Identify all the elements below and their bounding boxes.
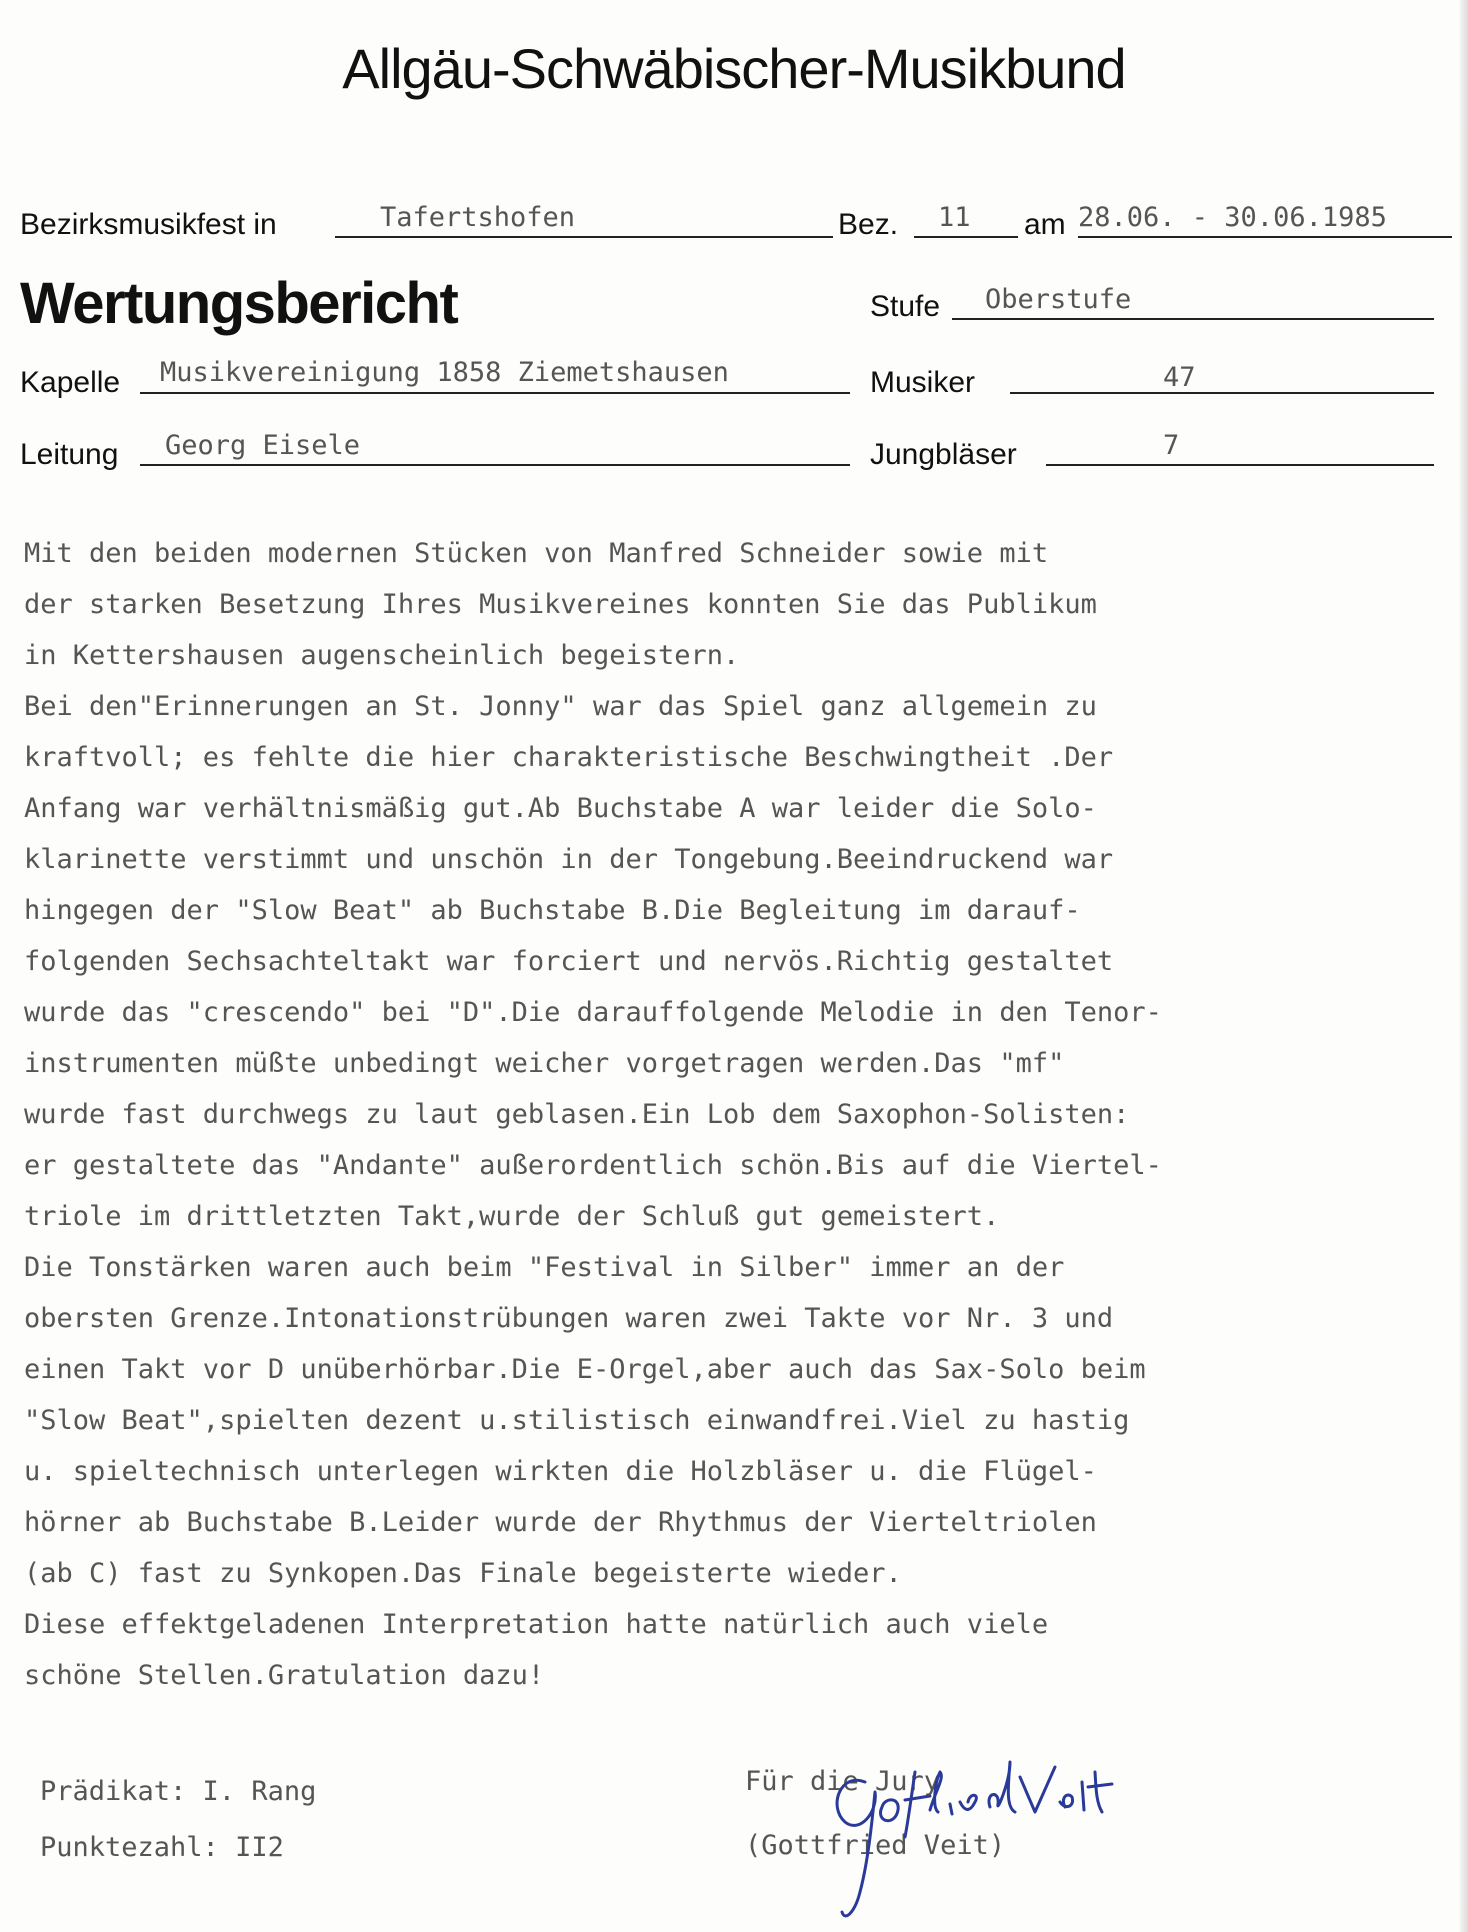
musicians-value: 47 [1163,362,1196,393]
band-value: Musikvereinigung 1858 Ziemetshausen [160,357,729,388]
date-label: am [1024,208,1066,241]
level-label: Stufe [870,290,941,323]
district-label: Bez. [838,208,899,241]
text-line: (ab C) fast zu Synkopen.Das Finale begeisterte wieder. [24,1558,902,1589]
text-line: Mit den beiden modernen Stücken von Manfred Schneider sowie mit [24,538,1049,569]
band-underline [140,392,850,394]
text-line: wurde fast durchwegs zu laut geblasen.Ein Lob dem Saxophon-Solisten: [24,1099,1130,1130]
district-value: 11 [938,202,971,233]
text-line: triole im drittletzten Takt,wurde der Schluß gut gemeistert. [24,1201,1000,1232]
organization-title: Allgäu-Schwäbischer-Musikbund [342,37,1126,100]
level-underline [952,318,1434,320]
handwritten-signature [820,1752,1140,1932]
text-line: schöne Stellen.Gratulation dazu! [24,1660,545,1691]
rating-line: Prädikat: I. Rang [40,1776,317,1807]
text-line: wurde das "crescendo" bei "D".Die darauffolgende Melodie in den Tenor- [24,997,1162,1028]
young-label: Jungbläser [870,438,1017,471]
juror-name: (Gottfried Veit) [745,1830,1006,1861]
event-label: Bezirksmusikfest in [20,208,277,241]
text-line: hörner ab Buchstabe B.Leider wurde der Rhythmus der Vierteltriolen [24,1507,1097,1538]
musicians-underline [1010,392,1434,394]
text-line: Die Tonstärken waren auch beim "Festival in Silber" immer an der [24,1252,1065,1283]
conductor-value: Georg Eisele [165,430,361,461]
district-underline [914,236,1018,238]
text-line: klarinette verstimmt und unschön in der Tongebung.Beeindruckend war [24,844,1114,875]
level-value: Oberstufe [985,284,1132,315]
report-title: Wertungsbericht [20,271,458,336]
text-line: einen Takt vor D unüberhörbar.Die E-Orgel,aber auch das Sax-Solo beim [24,1354,1146,1385]
text-line: in Kettershausen augenscheinlich begeistern. [24,640,740,671]
text-line: Diese effektgeladenen Interpretation hatte natürlich auch viele [24,1609,1049,1640]
points-line: Punktezahl: II2 [40,1832,284,1863]
text-line: Anfang war verhältnismäßig gut.Ab Buchstabe A war leider die Solo- [24,793,1097,824]
text-line: u. spieltechnisch unterlegen wirkten die Holzbläser u. die Flügel- [24,1456,1097,1487]
text-line: kraftvoll; es fehlte die hier charakteristische Beschwingtheit .Der [24,742,1114,773]
text-line: hingegen der "Slow Beat" ab Buchstabe B.Die Begleitung im darauf- [24,895,1081,926]
date-underline [1078,236,1452,238]
young-value: 7 [1163,430,1180,461]
date-value: 28.06. - 30.06.1985 [1078,202,1387,233]
conductor-underline [140,464,850,466]
conductor-label: Leitung [20,438,119,471]
text-line: der starken Besetzung Ihres Musikvereines konnten Sie das Publikum [24,589,1097,620]
jury-line: Für die Jury [745,1766,941,1797]
page-edge [1460,0,1468,1932]
text-line: instrumenten müßte unbedingt weicher vorgetragen werden.Das "mf" [24,1048,1065,1079]
text-line: er gestaltete das "Andante" außerordentlich schön.Bis auf die Viertel- [24,1150,1162,1181]
evaluation-text [24,528,1444,1701]
text-line: obersten Grenze.Intonationstrübungen waren zwei Takte vor Nr. 3 und [24,1303,1114,1334]
young-underline [1046,464,1434,466]
event-underline [335,236,833,238]
band-label: Kapelle [20,366,121,399]
text-line: Bei den"Erinnerungen an St. Jonny" war das Spiel ganz allgemein zu [24,691,1097,722]
text-line: "Slow Beat",spielten dezent u.stilistisch einwandfrei.Viel zu hastig [24,1405,1130,1436]
text-line: folgenden Sechsachteltakt war forciert und nervös.Richtig gestaltet [24,946,1114,977]
musicians-label: Musiker [870,366,976,399]
event-value: Tafertshofen [380,202,576,233]
